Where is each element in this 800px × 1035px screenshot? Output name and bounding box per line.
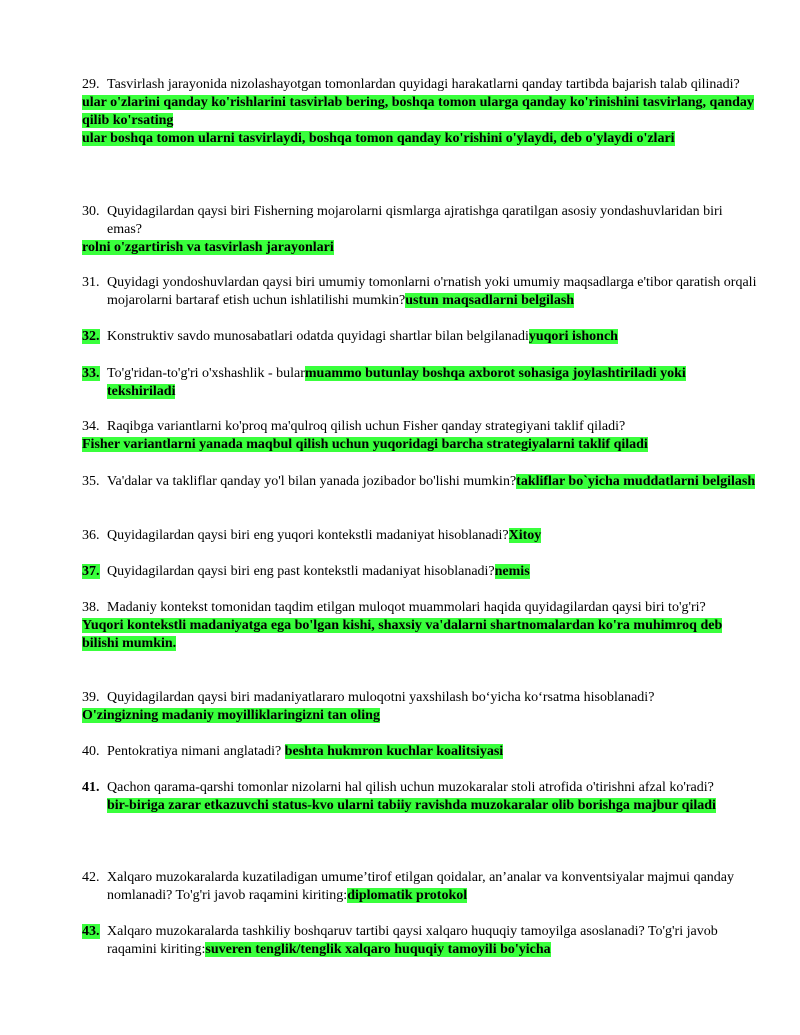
answer: beshta hukmron kuchlar koalitsiyasi (284, 744, 504, 759)
question-text: Madaniy kontekst tomonidan taqdim etilgan muloqot muammolari haqida quyidagilardan qaysi biri to'g'ri? (107, 600, 706, 615)
question-number: 40. (82, 744, 100, 759)
question-41 (82, 779, 757, 815)
question-number: 33. (82, 366, 100, 381)
question-29 (82, 76, 757, 148)
question-text: Tasvirlash jarayonida nizolashayotgan tomonlardan quyidagi harakatlarni qanday tartibda bajarish talab qilinadi? (107, 77, 740, 92)
answer: O'zingizning madaniy moyilliklaringizni tan oling (82, 708, 380, 723)
question-text: Konstruktiv savdo munosabatlari odatda quyidagi shartlar bilan belgilanadi (107, 329, 529, 344)
question-42 (82, 869, 757, 905)
question-text: Quyidagilardan qaysi biri eng yuqori kontekstli madaniyat hisoblanadi? (107, 528, 509, 543)
question-34 (82, 418, 757, 454)
question-40 (82, 743, 757, 761)
question-number: 41. (82, 780, 100, 795)
question-text: Quyidagilardan qaysi biri madaniyatlararo muloqotni yaxshilash bo‘yicha ko‘rsatma hisoblanadi? (107, 690, 655, 705)
question-number: 42. (82, 870, 100, 885)
question-number: 43. (82, 924, 100, 939)
answer: diplomatik protokol (347, 888, 468, 903)
question-number: 29. (82, 77, 100, 92)
answer: yuqori ishonch (528, 329, 618, 344)
question-31 (82, 274, 757, 310)
answer: bir-biriga zarar etkazuvchi status-kvo ularni tabiiy ravishda muzokaralar olib borishga majbur qiladi (107, 798, 716, 813)
question-30 (82, 203, 757, 257)
question-number: 38. (82, 600, 100, 615)
question-text: Xalqaro muzokaralarda tashkiliy boshqaruv tartibi qaysi xalqaro huquqiy tamoyilga asoslanadi? To'g'ri javob raqamini kiriting: (107, 924, 718, 957)
question-33 (82, 365, 757, 401)
question-text: Raqibga variantlarni ko'proq ma'qulroq qilish uchun Fisher qanday strategiyani taklif qiladi? (107, 419, 626, 434)
answer: nemis (494, 564, 530, 579)
question-32 (82, 328, 757, 346)
question-39 (82, 689, 757, 725)
answer: suveren tenglik/tenglik xalqaro huquqiy tamoyili bo'yicha (205, 942, 551, 957)
question-number: 39. (82, 690, 100, 705)
answer: Fisher variantlarni yanada maqbul qilish uchun yuqoridagi barcha strategiyalarni taklif qiladi (82, 437, 648, 452)
answer: ular o'zlarini qanday ko'rishlarini tasvirlab bering, boshqa tomon ularga qanday ko'rinishini tasvirlang, qanday qilib ko'rsating (82, 95, 754, 128)
answer: rolni o'zgartirish va tasvirlash jarayonlari (82, 240, 334, 255)
question-38 (82, 599, 757, 653)
question-text: Xalqaro muzokaralarda kuzatiladigan umume’tirof etilgan qoidalar, an’analar va konventsiyalar majmui qanday nomlanadi? To'g'ri javob raqamini kiriting: (107, 870, 734, 903)
question-number: 36. (82, 528, 100, 543)
answer: Yuqori kontekstli madaniyatga ega bo'lgan kishi, shaxsiy va'dalarni shartnomalardan ko'ra muhimroq deb bilishi mumkin. (82, 618, 723, 651)
question-text: Pentokratiya nimani anglatadi? (107, 744, 285, 759)
question-number: 31. (82, 275, 100, 290)
answer: ustun maqsadlarni belgilash (405, 293, 575, 308)
question-text: Qachon qarama-qarshi tomonlar nizolarni hal qilish uchun muzokaralar stoli atrofida o'tirishni afzal ko'radi? (107, 780, 714, 795)
question-number: 37. (82, 564, 100, 579)
question-number: 35. (82, 474, 100, 489)
question-number: 30. (82, 204, 100, 219)
question-text: Quyidagilardan qaysi biri eng past kontekstli madaniyat hisoblanadi? (107, 564, 495, 579)
question-43 (82, 923, 757, 959)
question-35 (82, 473, 757, 491)
question-36 (82, 527, 757, 545)
answer: ular boshqa tomon ularni tasvirlaydi, boshqa tomon qanday ko'rishini o'ylaydi, deb o'ylaydi o'zlari (82, 131, 675, 146)
question-number: 34. (82, 419, 100, 434)
question-37 (82, 563, 757, 581)
question-text: Quyidagilardan qaysi biri Fisherning mojarolarni qismlarga ajratishga qaratilgan asosiy yondashuvlaridan biri emas? (107, 204, 723, 237)
answer: Xitoy (508, 528, 542, 543)
answer: muammo butunlay boshqa axborot sohasiga joylashtiriladi yoki tekshiriladi (107, 366, 686, 399)
question-text: Va'dalar va takliflar qanday yo'l bilan yanada jozibador bo'lishi mumkin? (107, 474, 517, 489)
answer: takliflar bo`yicha muddatlarni belgilash (516, 474, 756, 489)
question-text: To'g'ridan-to'g'ri o'xshashlik - bular (107, 366, 305, 381)
question-number: 32. (82, 329, 100, 344)
question-text: Quyidagi yondoshuvlardan qaysi biri umumiy tomonlarni o'rnatish yoki umumiy maqsadlarga e'tibor qaratish orqali mojarolarni bartaraf etish uchun ishlatilishi mumkin? (107, 275, 757, 308)
